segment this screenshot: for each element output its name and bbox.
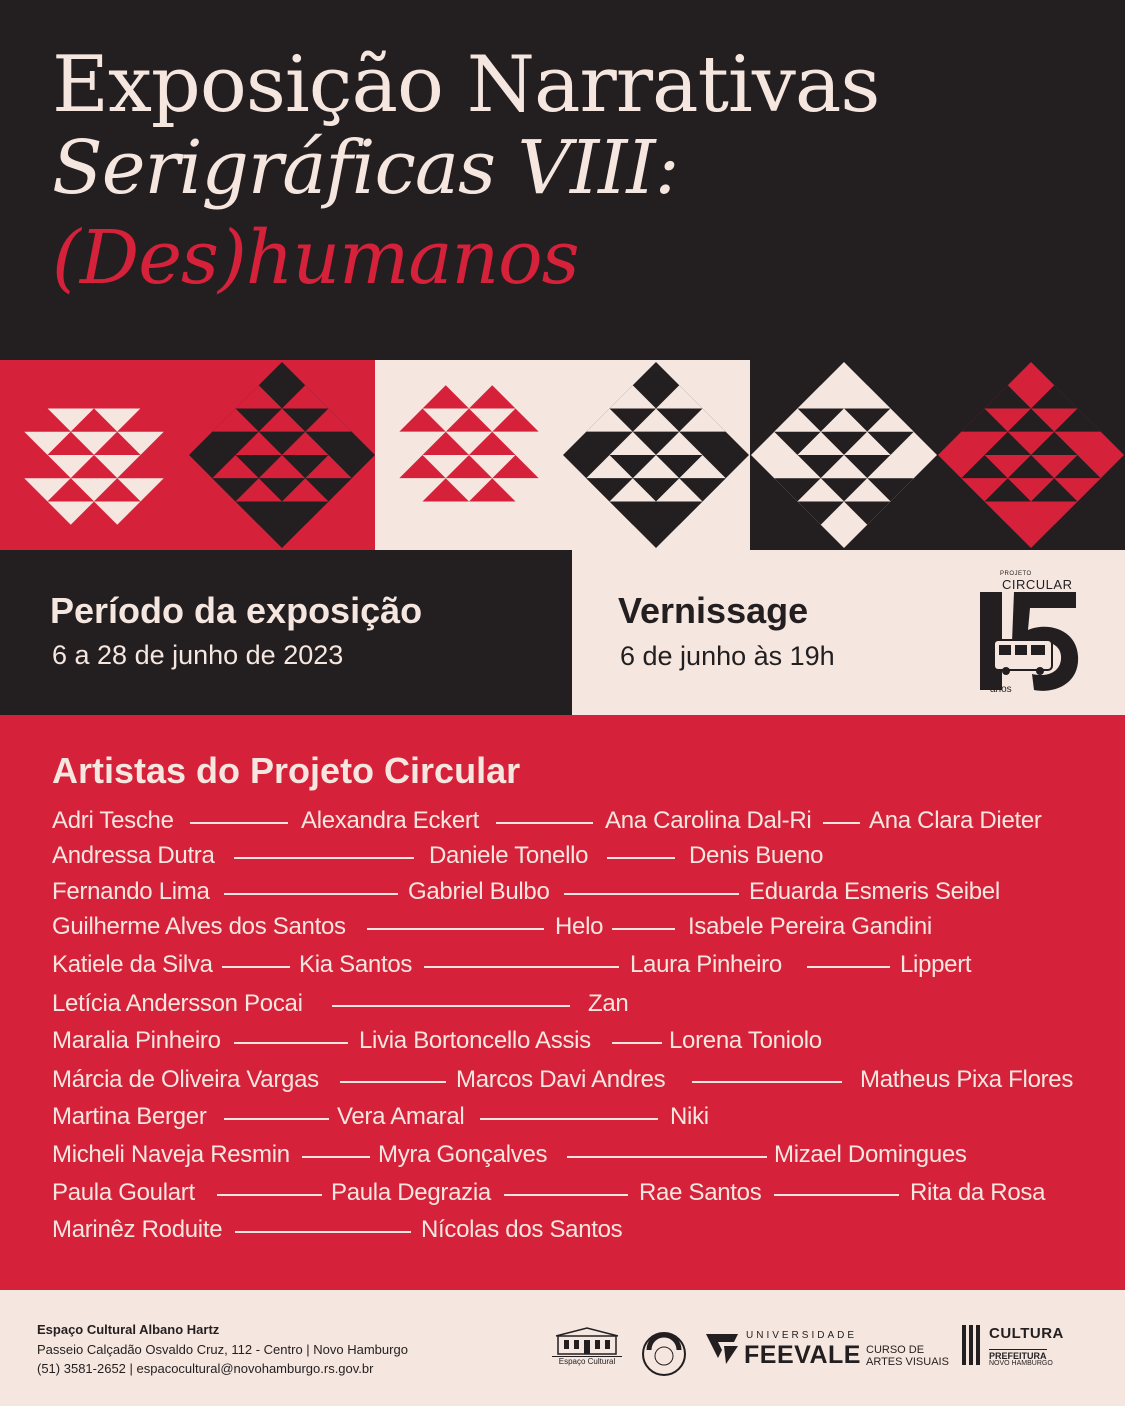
artist-name: Eduarda Esmeris Seibel (749, 878, 1000, 905)
artist-name: Gabriel Bulbo (408, 878, 550, 905)
divider-line (504, 1194, 628, 1196)
espaco-cultural-caption: Espaço Cultural (552, 1356, 622, 1366)
artist-name: Niki (670, 1103, 709, 1130)
diamond-pattern (0, 360, 1125, 550)
artist-name: Zan (588, 990, 629, 1017)
artist-name: Kia Santos (299, 951, 413, 978)
footer (0, 1290, 1125, 1406)
logo-anos-text: anos (990, 684, 1012, 695)
divider-line (234, 1042, 348, 1044)
vernissage-title: Vernissage (618, 590, 809, 631)
artist-name: Micheli Naveja Resmin (52, 1141, 290, 1168)
artist-name: Denis Bueno (689, 842, 824, 869)
course-line-1: CURSO DE (866, 1344, 925, 1356)
divider-line (224, 1118, 329, 1120)
artist-name: Matheus Pixa Flores (860, 1066, 1074, 1093)
city-label: NOVO HAMBURGO (989, 1360, 1053, 1367)
title-line-1: Exposição Narrativas (52, 40, 880, 130)
divider-line (564, 893, 739, 895)
period-dates: 6 a 28 de junho de 2023 (52, 640, 344, 670)
espaco-cultural-logo (552, 1326, 622, 1370)
header (0, 0, 1125, 360)
artist-name: Adri Tesche (52, 807, 174, 834)
divider-line (480, 1118, 658, 1120)
artist-name: Nícolas dos Santos (421, 1216, 623, 1243)
venue-address: Passeio Calçadão Osvaldo Cruz, 112 - Centro | Novo Hamburgo (37, 1342, 408, 1357)
artist-name: Livia Bortoncello Assis (359, 1027, 591, 1054)
artist-name: Mizael Domingues (774, 1141, 967, 1168)
artist-name: Lippert (900, 951, 972, 978)
divider-line (224, 893, 398, 895)
artist-name: Vera Amaral (337, 1103, 465, 1130)
divider-line (217, 1194, 322, 1196)
artist-name: Helo (555, 913, 604, 940)
divider-line (340, 1081, 446, 1083)
divider-line (235, 1231, 411, 1233)
divider-line (607, 857, 675, 859)
artists-title: Artistas do Projeto Circular (52, 750, 521, 791)
artist-name: Katiele da Silva (52, 951, 213, 978)
period-title: Período da exposição (50, 590, 423, 631)
artist-name: Rita da Rosa (910, 1179, 1046, 1206)
university-label: UNIVERSIDADE (746, 1330, 858, 1341)
divider-line (424, 966, 619, 968)
artist-name: Maralia Pinheiro (52, 1027, 221, 1054)
artist-name: Guilherme Alves dos Santos (52, 913, 346, 940)
artist-name: Paula Degrazia (331, 1179, 491, 1206)
artist-name: Marinêz Roduite (52, 1216, 223, 1243)
divider-line (612, 1042, 662, 1044)
divider-line (332, 1005, 570, 1007)
cultura-bars-icon (962, 1325, 982, 1365)
diamond-pattern-band (0, 360, 1125, 550)
building-icon (552, 1326, 622, 1356)
artist-name: Alexandra Eckert (301, 807, 479, 834)
divider-line (774, 1194, 899, 1196)
artist-name: Rae Santos (639, 1179, 762, 1206)
divider-line (496, 822, 593, 824)
feevale-logo (704, 1330, 859, 1370)
vernissage (572, 550, 1125, 715)
artist-name: Martina Berger (52, 1103, 207, 1130)
divider-line (567, 1156, 767, 1158)
circular-round-logo (640, 1330, 688, 1378)
artist-name: Marcos Davi Andres (456, 1066, 666, 1093)
artist-name: Myra Gonçalves (378, 1141, 548, 1168)
artist-name: Lorena Toniolo (669, 1027, 822, 1054)
exhibition-period (0, 550, 572, 715)
title-line-2: Serigráficas VIII: (52, 125, 679, 211)
logo-projeto-text: PROJETO (1000, 571, 1032, 577)
divider-line (692, 1081, 842, 1083)
divider-line (367, 928, 544, 930)
artist-name: Ana Carolina Dal-Ri (605, 807, 812, 834)
cultura-label: CULTURA (989, 1325, 1064, 1342)
artist-name: Daniele Tonello (429, 842, 589, 869)
curso-artes-visuais (866, 1344, 949, 1368)
artist-name: Ana Clara Dieter (869, 807, 1042, 834)
artist-name: Letícia Andersson Pocai (52, 990, 303, 1017)
divider-line (612, 928, 675, 930)
artist-name: Andressa Dutra (52, 842, 215, 869)
divider-line (807, 966, 890, 968)
artist-name: Márcia de Oliveira Vargas (52, 1066, 319, 1093)
artist-name: Fernando Lima (52, 878, 210, 905)
artist-name: Laura Pinheiro (630, 951, 782, 978)
divider-line (234, 857, 414, 859)
prefeitura-label: PREFEITURA (989, 1351, 1047, 1361)
cultura-prefeitura-logo (962, 1325, 1082, 1369)
venue-contact: (51) 3581-2652 | espacocultural@novohamburgo.rs.gov.br (37, 1361, 374, 1376)
course-line-2: ARTES VISUAIS (866, 1356, 949, 1368)
artist-name: Isabele Pereira Gandini (688, 913, 932, 940)
circular-round-icon (640, 1330, 688, 1378)
artists-section (0, 715, 1125, 1290)
artist-name: Paula Goulart (52, 1179, 195, 1206)
logo-circular-text: CIRCULAR (1002, 577, 1073, 592)
circular-15-anos-logo (972, 568, 1087, 698)
divider-line (190, 822, 288, 824)
feevale-mark-icon (704, 1330, 740, 1366)
feevale-label: FEEVALE (744, 1341, 861, 1369)
title-line-3: (Des)humanos (52, 215, 579, 301)
divider-line (823, 822, 860, 824)
divider-line (222, 966, 290, 968)
divider-line (302, 1156, 370, 1158)
venue-name: Espaço Cultural Albano Hartz (37, 1322, 220, 1337)
logo-15-mark (972, 568, 1087, 698)
vernissage-date: 6 de junho às 19h (620, 641, 835, 671)
